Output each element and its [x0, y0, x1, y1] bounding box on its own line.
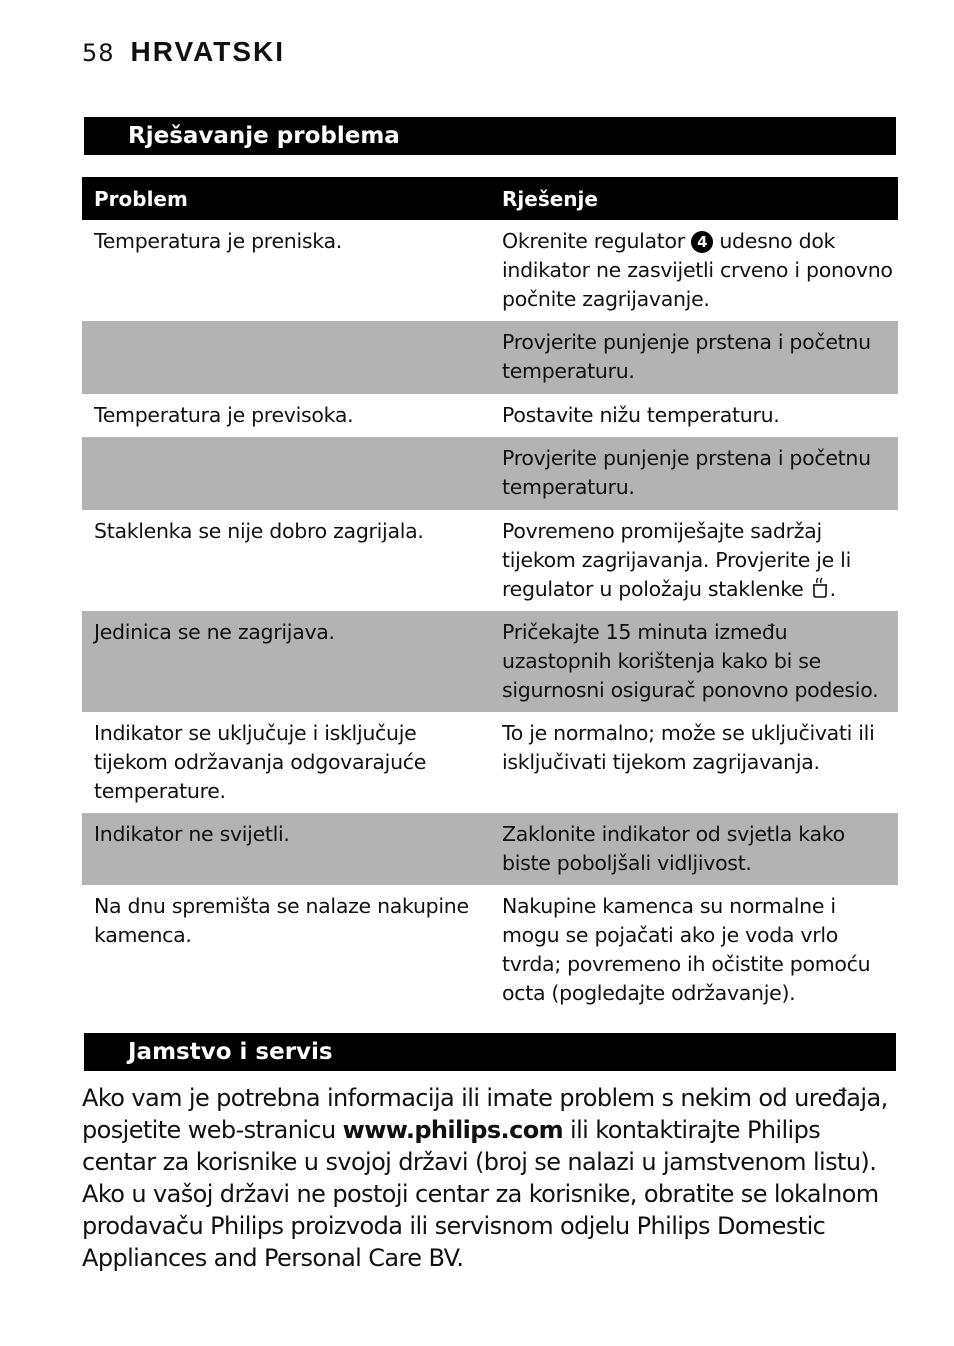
number-marker-icon: 4 — [691, 231, 713, 253]
section-header-troubleshooting — [84, 117, 896, 155]
table-row — [82, 394, 898, 437]
column-header-solution: Rješenje — [502, 186, 598, 211]
solution-text: udesno dok indikator ne zasvijetli crveno i ponovno počnite zagrijavanje. — [502, 229, 893, 311]
section-title: Jamstvo i servis — [128, 1039, 333, 1065]
solution-cell: To je normalno; može se uključivati ili isključivati tijekom zagrijavanja. — [502, 721, 875, 774]
problem-cell: Na dnu spremišta se nalaze nakupine kamenca. — [94, 894, 469, 947]
warranty-paragraph — [82, 1082, 898, 1274]
page-number: 58 — [82, 39, 115, 67]
table-row — [82, 437, 898, 510]
problem-cell: Staklenka se nije dobro zagrijala. — [94, 519, 424, 543]
page-header — [82, 36, 285, 72]
problem-cell: Jedinica se ne zagrijava. — [94, 620, 335, 644]
table-row — [82, 611, 898, 712]
problem-cell: Temperatura je previsoka. — [94, 403, 354, 427]
table-row — [82, 712, 898, 813]
table-row — [82, 885, 898, 1015]
table-header-row — [82, 177, 898, 220]
warranty-text: ili kontaktirajte Philips centar za korisnike u svojoj državi (broj se nalazi u jamstvenom listu). Ako u vašoj državi ne postoji centar za korisnike, obratite se lokalnom prodavaču Philips proizvoda ili servisnom odjelu Philips Domestic Appliances and Personal Care BV. — [82, 1116, 879, 1272]
solution-cell: Pričekajte 15 minuta između uzastopnih korištenja kako bi se sigurnosni osigurač ponovno podesio. — [502, 620, 879, 702]
table-row — [82, 220, 898, 321]
column-header-problem: Problem — [94, 186, 188, 211]
solution-cell — [490, 227, 898, 321]
warranty-text: Ako vam je potrebna informacija ili imate problem s nekim od uređaja, posjetite web-stranicu — [82, 1084, 888, 1144]
solution-text: Okrenite regulator — [502, 229, 692, 253]
solution-cell: Nakupine kamenca su normalne i mogu se pojačati ako je voda vrlo tvrda; povremeno ih očistite pomoću octa (pogledajte održavanje). — [502, 894, 871, 1005]
table-row — [82, 510, 898, 611]
problem-cell — [82, 444, 490, 510]
troubleshooting-table — [82, 177, 898, 1015]
solution-cell: Provjerite punjenje prstena i početnu temperaturu. — [502, 330, 871, 383]
solution-cell — [490, 517, 898, 611]
section-title: Rješavanje problema — [128, 123, 400, 149]
problem-cell — [82, 328, 490, 394]
language-heading: HRVATSKI — [130, 36, 286, 67]
problem-cell: Indikator se uključuje i isključuje tijekom održavanja odgovarajuće temperature. — [94, 721, 427, 803]
solution-text: . — [829, 577, 836, 601]
table-row — [82, 813, 898, 885]
philips-website-link[interactable]: www.philips.com — [342, 1116, 563, 1144]
solution-text: Povremeno promiješajte sadržaj tijekom zagrijavanja. Provjerite je li regulator u položaju staklenke — [502, 519, 851, 601]
problem-cell: Temperatura je preniska. — [94, 229, 342, 253]
solution-cell: Provjerite punjenje prstena i početnu temperaturu. — [502, 446, 871, 499]
table-row — [82, 321, 898, 394]
section-header-warranty — [84, 1033, 896, 1071]
problem-cell: Indikator ne svijetli. — [94, 822, 290, 846]
solution-cell: Postavite nižu temperaturu. — [502, 403, 780, 427]
solution-cell: Zaklonite indikator od svjetla kako biste poboljšali vidljivost. — [502, 822, 845, 875]
jar-icon — [810, 575, 830, 607]
